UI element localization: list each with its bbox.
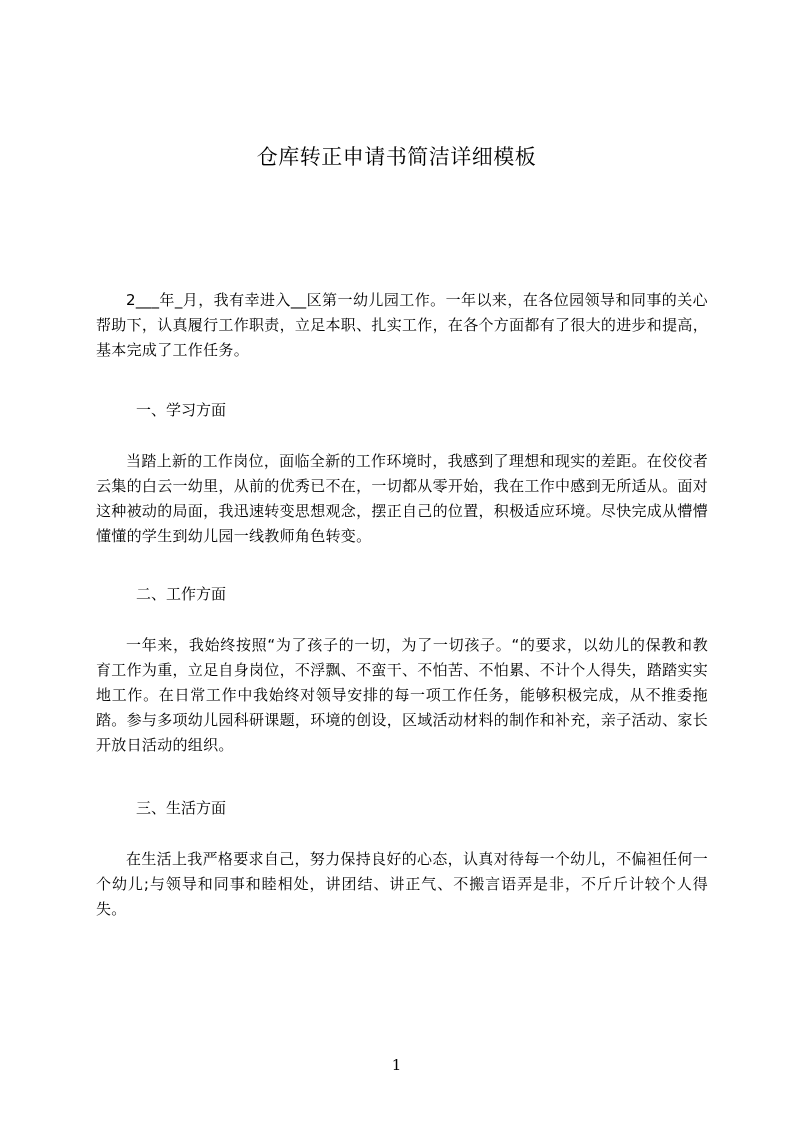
work-paragraph-block xyxy=(96,633,708,758)
study-paragraph: 当踏上新的工作岗位，面临全新的工作环境时，我感到了理想和现实的差距。在佼佼者云集的白云一幼里，从前的优秀已不在，一切都从零开始，我在工作中感到无所适从。面对这种被动的局面，我迅速转变思想观念，摆正自己的位置，积极适应环境。尽快完成从懵懵懂懂的学生到幼儿园一线教师角色转变。 xyxy=(96,452,709,545)
document-title: 仓库转正申请书简洁详细模板 xyxy=(256,145,537,169)
life-paragraph-block xyxy=(96,847,708,922)
work-paragraph: 一年来，我始终按照“为了孩子的一切，为了一切孩子。“的要求，以幼儿的保教和教育工作为重，立足自身岗位，不浮飘、不蛮干、不怕苦、不怕累、不计个人得失，踏踏实实地工作。在日常工作中我始终对领导安排的每一项工作任务，能够积极完成，从不推委拖踏。参与多项幼儿园科研课题，环境的创设，区域活动材料的制作和补充，亲子活动、家长开放日活动的组织。 xyxy=(96,636,709,754)
section-heading-study: 一、学习方面 xyxy=(136,401,227,419)
study-paragraph-block xyxy=(96,449,708,549)
intro-paragraph: 2___年_月，我有幸进入__区第一幼儿园工作。一年以来，在各位园领导和同事的关心帮助下，认真履行工作职责，立足本职、扎实工作，在各个方面都有了很大的进步和提高，基本完成了工作任务。 xyxy=(96,291,709,359)
intro-paragraph-block xyxy=(96,288,708,363)
section-heading-life: 三、生活方面 xyxy=(136,799,227,817)
section-heading-work: 二、工作方面 xyxy=(136,585,227,603)
life-paragraph: 在生活上我严格要求自己，努力保持良好的心态，认真对待每一个幼儿，不偏袒任何一个幼儿;与领导和同事和睦相处，讲团结、讲正气、不搬言语弄是非，不斤斤计较个人得失。 xyxy=(96,850,708,918)
page-number: 1 xyxy=(391,1056,402,1074)
